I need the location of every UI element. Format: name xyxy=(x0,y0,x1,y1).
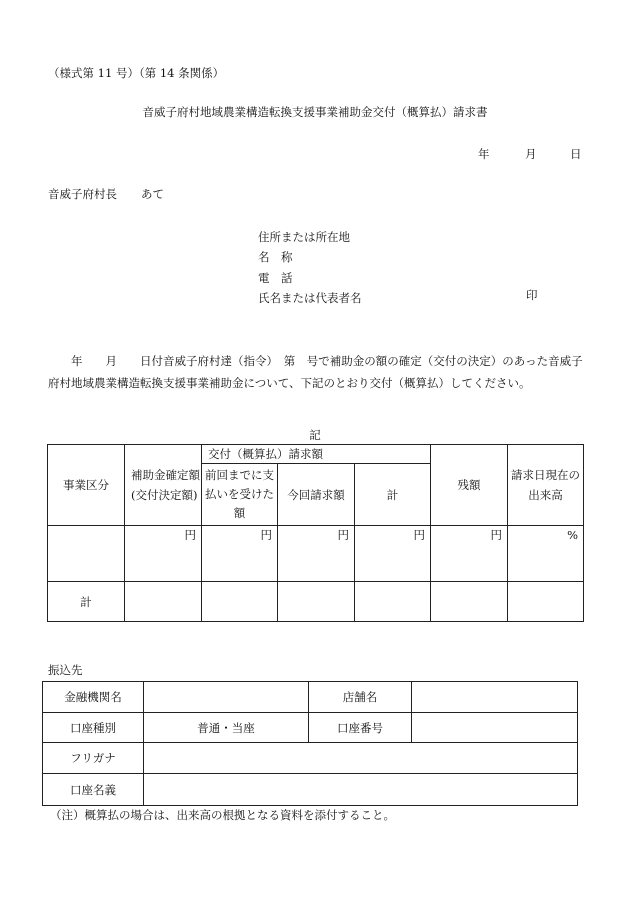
applicant-representative-label: 氏名または代表者名 xyxy=(258,291,362,305)
date-day-label: 日 xyxy=(570,147,582,161)
yen-unit: 円 xyxy=(413,528,426,542)
applicant-name-label: 名 称 xyxy=(258,250,293,264)
header-progress: 請求日現在の出来高 xyxy=(508,445,584,526)
total-progress-cell[interactable] xyxy=(508,582,584,622)
applicant-phone-label: 電 話 xyxy=(258,271,293,285)
yen-unit: 円 xyxy=(490,528,503,542)
account-name-label: 口座名義 xyxy=(43,774,144,806)
institution-label: 金融機関名 xyxy=(43,682,144,713)
total-subtotal-cell[interactable] xyxy=(355,582,431,622)
account-name-field[interactable] xyxy=(144,774,578,806)
document-title: 音威子府村地域農業構造転換支援事業補助金交付（概算払）請求書 xyxy=(142,105,488,119)
yen-unit: 円 xyxy=(337,528,349,542)
footnote: （注）概算払の場合は、出来高の根拠となる資料を添付すること。 xyxy=(50,808,395,822)
account-type-field[interactable]: 普通・当座 xyxy=(144,713,309,743)
furigana-field[interactable] xyxy=(144,743,578,774)
current-claim-cell[interactable] xyxy=(278,526,355,582)
date-year-label: 年 xyxy=(478,147,490,161)
yen-unit: 円 xyxy=(260,528,272,542)
account-type-label: 口座種別 xyxy=(43,713,144,743)
previously-paid-cell[interactable] xyxy=(202,526,278,582)
form-number: （様式第 11 号）（第 14 条関係） xyxy=(48,66,225,80)
applicant-address-label: 住所または所在地 xyxy=(258,230,350,244)
furigana-label: フリガナ xyxy=(43,743,144,774)
total-remaining-cell[interactable] xyxy=(431,582,508,622)
yen-unit: 円 xyxy=(184,528,196,542)
request-body-text: 年 月 日付音威子府村達（指令） 第 号で補助金の額の確定（交付の決定）のあった音威子府村地域農業構造転換支援事業補助金について、下記のとおり交付（概算払）してください。 xyxy=(48,354,583,390)
header-remaining: 残額 xyxy=(431,445,508,526)
seal-mark: 印 xyxy=(526,288,538,302)
date-month-label: 月 xyxy=(525,147,537,161)
total-label: 計 xyxy=(48,582,125,622)
branch-field[interactable] xyxy=(412,682,578,713)
bank-table xyxy=(42,681,578,806)
total-confirmed-cell[interactable] xyxy=(125,582,202,622)
project-category-cell[interactable] xyxy=(48,526,125,582)
remaining-cell[interactable] xyxy=(431,526,508,582)
header-previously-paid: 前回までに支払いを受けた額 xyxy=(202,464,278,526)
subtotal-cell[interactable] xyxy=(355,526,431,582)
claim-table xyxy=(47,444,584,622)
total-current-claim-cell[interactable] xyxy=(278,582,355,622)
header-current-claim: 今回請求額 xyxy=(278,464,355,526)
bank-heading: 振込先 xyxy=(48,663,83,677)
branch-label: 店舗名 xyxy=(309,682,412,713)
header-subtotal: 計 xyxy=(355,464,431,526)
institution-field[interactable] xyxy=(144,682,309,713)
confirmed-amount-cell[interactable] xyxy=(125,526,202,582)
header-claim-group: 交付（概算払）請求額 xyxy=(202,445,431,464)
progress-cell[interactable] xyxy=(508,526,584,582)
header-confirmed-amount: 補助金確定額(交付決定額) xyxy=(125,445,202,526)
account-number-label: 口座番号 xyxy=(309,713,412,743)
account-number-field[interactable] xyxy=(412,713,578,743)
addressee-suffix: あて xyxy=(141,187,164,201)
table-row xyxy=(48,526,584,582)
header-project-category: 事業区分 xyxy=(48,445,125,526)
total-row xyxy=(48,582,584,622)
addressee-name: 音威子府村長 xyxy=(48,187,117,201)
total-previously-paid-cell[interactable] xyxy=(202,582,278,622)
percent-unit: % xyxy=(567,528,579,542)
ki-heading: 記 xyxy=(309,428,321,442)
